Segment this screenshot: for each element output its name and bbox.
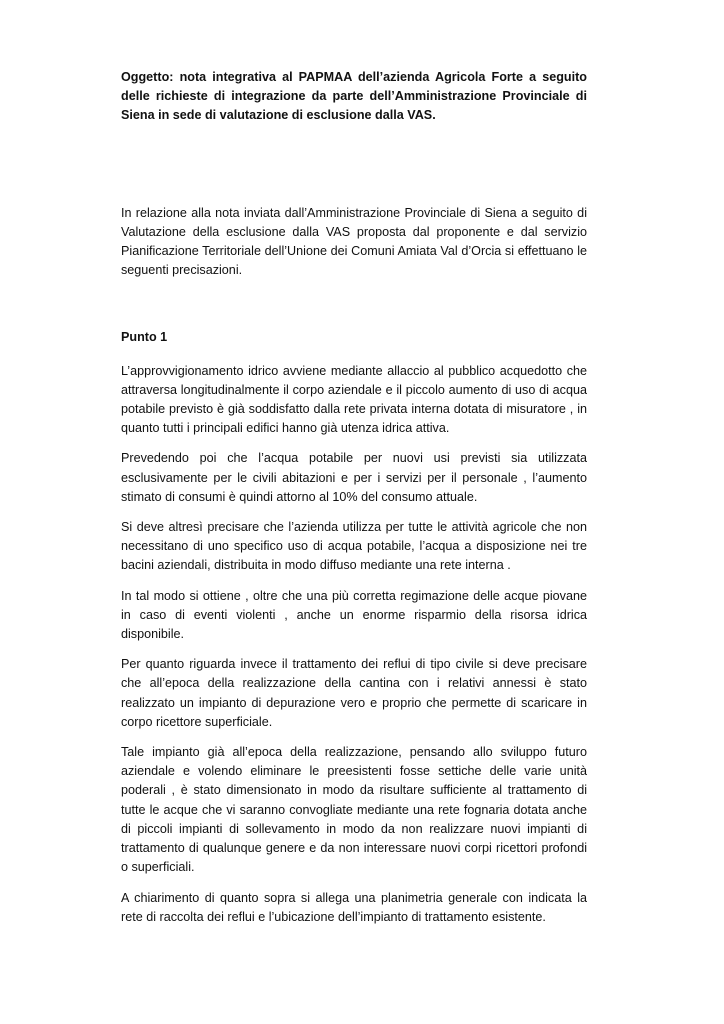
document-page: [121, 68, 587, 927]
body-paragraph: L’approvvigionamento idrico avviene mediante allaccio al pubblico acquedotto che attraversa longitudinalmente il corpo aziendale e il piccolo aumento di uso di acqua potabile previsto è già soddisfatto dalla rete privata interna dotata di misuratore , in quanto tutti i principali edifici hanno già utenza idrica attiva.: [121, 363, 587, 436]
document-subject: Oggetto: nota integrativa al PAPMAA dell’azienda Agricola Forte a seguito delle richieste di integrazione da parte dell’Amministrazione Provinciale di Siena in sede di valutazione di esclusione dalla VAS.: [121, 70, 587, 123]
section-heading: Punto 1: [121, 330, 168, 345]
body-paragraph: Tale impianto già all’epoca della realizzazione, pensando allo sviluppo futuro aziendale e volendo eliminare le preesistenti fosse settiche delle varie unità poderali , è stato dimensionato in modo da risultare sufficiente al trattamento di tutte le acque che vi saranno convogliate mediante una rete fognaria dotata anche di piccoli impianti di sollevamento in modo da non realizzare nuovi impianti di trattamento di qualunque genere e da non interessare nuovi corpi ricettori profondi o superficiali.: [121, 745, 587, 875]
body-paragraph: In tal modo si ottiene , oltre che una più corretta regimazione delle acque piovane in caso di eventi violenti , anche un enorme risparmio della risorsa idrica disponibile.: [121, 588, 587, 642]
body-paragraph: Prevedendo poi che l’acqua potabile per nuovi usi previsti sia utilizzata esclusivamente per le civili abitazioni e per i servizi per il personale , l’aumento stimato di consumi è quindi attorno al 10% del consumo attuale.: [121, 451, 587, 504]
body-paragraph: Per quanto riguarda invece il trattamento dei reflui di tipo civile si deve precisare che all’epoca della realizzazione della cantina con i relativi annessi è stato realizzato un impianto di depurazione vero e proprio che permette di scaricare in corpo ricettore superficiale.: [121, 657, 587, 729]
body-paragraph: Si deve altresì precisare che l’azienda utilizza per tutte le attività agricole che non necessitano di uno specifico uso di acqua potabile, l’acqua a disposizione nei tre bacini aziendali, distribuita in modo diffuso mediante una rete interna .: [121, 520, 587, 573]
body-paragraph: A chiarimento di quanto sopra si allega una planimetria generale con indicata la rete di raccolta dei reflui e l’ubicazione dell’impianto di trattamento esistente.: [121, 890, 587, 924]
intro-paragraph: In relazione alla nota inviata dall’Amministrazione Provinciale di Siena a seguito di Valutazione della esclusione dalla VAS proposta dal proponente e dal servizio Pianificazione Territoriale dell’Unione dei Comuni Amiata Val d’Orcia si effettuano le seguenti precisazioni.: [121, 205, 587, 278]
